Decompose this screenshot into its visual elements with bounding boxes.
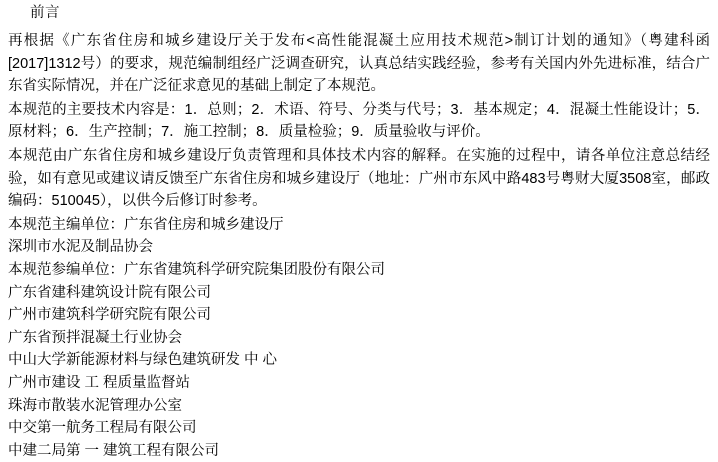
chief-editor-block xyxy=(8,214,710,259)
paragraph-scope: 再根据《广东省住房和城乡建设厅关于发布<高性能混凝土应用技术规范>制订计划的通知》（粤建科函[2017]1312号）的要求，规范编制组经广泛调查研究，认真总结实践经验，参考有关国内外先进标准，结合广东省实际情况，并在广泛征求意见的基础上制定了本规范。 xyxy=(8,33,710,95)
paragraph-contents: 本规范的主要技术内容是：1．总则；2．术语、符号、分类与代号；3．基本规定；4．混凝土性能设计；5．原材料；6．生产控制；7．施工控制；8．质量检验；9．质量验收与评价。 xyxy=(8,101,710,141)
participant-item: 广州市建筑科学研究院有限公司 xyxy=(8,307,211,324)
page-title: 前言 xyxy=(30,5,60,21)
participant-item: 珠海市散装水泥管理办公室 xyxy=(8,397,182,414)
paragraph-administration: 本规范由广东省住房和城乡建设厅负责管理和具体技术内容的解释。在实施的过程中，请各单位注意总结经验，如有意见或建议请反馈至广东省住房和城乡建设厅（地址：广州市东风中路483号粤财大厦3508室，邮政编码：510045），以供今后修订时参考。 xyxy=(8,147,710,210)
chief-editor-line: 本规范主编单位：广东省住房和城乡建设厅 xyxy=(8,216,284,233)
participants-block xyxy=(8,259,710,462)
chief-editor-second-line: 深圳市水泥及制品协会 xyxy=(8,239,153,256)
participant-item: 广东省建科建筑设计院有限公司 xyxy=(8,284,211,301)
participant-item: 中山大学新能源材料与绿色建筑研发 中 心 xyxy=(8,352,278,369)
participant-item: 中交第一航务工程局有限公司 xyxy=(8,420,197,437)
participant-item: 中建二局第 一 建筑工程有限公司 xyxy=(8,442,220,459)
document-page xyxy=(0,2,718,459)
participant-item: 广州市建设 工 程质量监督站 xyxy=(8,374,191,391)
participant-item: 广东省预拌混凝土行业协会 xyxy=(8,329,182,346)
participants-label-line: 本规范参编单位：广东省建筑科学研究院集团股份有限公司 xyxy=(8,261,385,278)
